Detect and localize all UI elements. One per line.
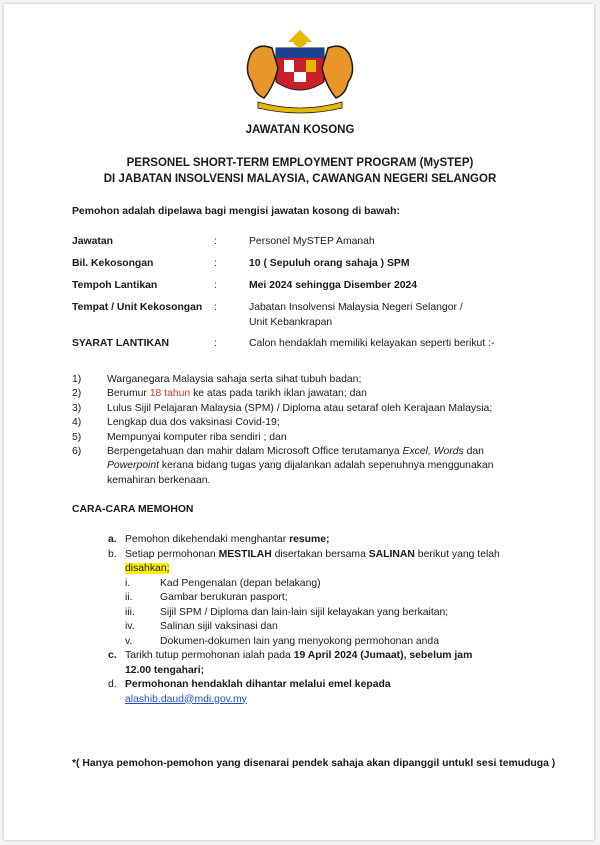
requirement-text [107,445,484,460]
detail-colon: : [214,280,217,291]
text-segment: Mempunyai komputer riba sendiri ; dan [107,431,287,443]
requirement-number: 5) [72,431,82,443]
document-item-number: iv. [125,621,135,632]
how-to-apply-heading: CARA-CARA MEMOHON [72,504,194,515]
title-line-2: DI JABATAN INSOLVENSI MALAYSIA, CAWANGAN NEGERI SELANGOR [103,173,497,185]
detail-label: Tempoh Lantikan [72,280,158,291]
document-item-number: i. [125,577,131,589]
text-segment: 18 tahun [149,388,191,400]
text-segment: Lulus Sijil Pelajaran Malaysia (SPM) / Diploma atau setaraf oleh Kerajaan Malaysia; [107,402,493,414]
text-segment: Excel, Words [402,446,464,457]
detail-colon: : [214,236,217,247]
text-segment: SALINAN [368,548,415,560]
text-segment: Permohonan hendaklah dihantar melalui emel kepada [125,679,391,690]
detail-value: Jabatan Insolvensi Malaysia Negeri Selangor / [249,302,463,313]
requirement-number: 3) [72,402,82,414]
detail-value: Unit Kebankrapan [249,316,333,328]
step-text [125,664,204,679]
text-segment: Warganegara Malaysia sahaja serta sihat tubuh badan; [107,374,362,385]
detail-value: Personel MySTEP Amanah [249,236,375,247]
text-segment: disertakan bersama [271,548,369,560]
text-segment: Tarikh tutup permohonan ialah pada [125,650,294,661]
text-segment: Berpengetahuan dan mahir dalam Microsoft Office terutamanya [107,446,403,457]
malaysia-coat-of-arms-logo [236,28,364,114]
document-item-text: Sijil SPM / Diploma dan lain-lain sijil kelayakan yang berkaitan; [160,606,449,618]
text-segment: ke atas pada tarikh iklan jawatan; dan [190,388,367,400]
step-letter: b. [108,548,117,560]
requirement-number: 2) [72,388,82,400]
text-segment: MESTILAH [218,548,272,560]
document-item-text: Dokumen-dokumen lain yang menyokong permohonan anda [160,635,439,647]
text-segment: disahkan; [125,563,170,574]
detail-colon: : [214,258,217,269]
text-segment: berikut yang telah [414,548,500,560]
text-segment: 19 April 2024 (Jumaat), sebelum jam [293,650,473,661]
step-letter: d. [108,679,117,690]
document-item-number: ii. [125,592,133,603]
text-segment: dan [463,446,484,457]
detail-label: SYARAT LANTIKAN [72,338,169,349]
text-segment: 12.00 tengahari; [125,664,205,676]
document-item-text: Salinan sijil vaksinasi dan [160,621,278,632]
step-text [125,649,472,664]
intro-text: Pemohon adalah dipelawa bagi mengisi jawatan kosong di bawah: [72,206,400,217]
step-text [125,548,500,563]
step-text [125,693,247,708]
detail-value: Mei 2024 sehingga Disember 2024 [249,280,418,291]
step-letter: a. [108,534,117,545]
step-text [125,533,330,548]
detail-label: Jawatan [72,236,114,247]
heading: JAWATAN KOSONG [245,124,355,136]
text-segment: Pemohon dikehendaki menghantar [125,534,290,545]
requirement-number: 1) [72,374,82,385]
email-link[interactable]: alashib.daud@mdi.gov.my [125,693,247,705]
footnote: *( Hanya pemohon-pemohon yang disenarai pendek sahaja akan dipanggil untukl sesi temuduga ) [72,758,556,769]
requirement-number: 6) [72,446,82,457]
detail-value: Calon hendaklah memiliki kelayakan seperti berikut :- [249,338,495,349]
document-item-number: v. [125,635,133,647]
document-item-text: Gambar berukuran pasport; [160,592,288,603]
document-item-number: iii. [125,606,135,618]
step-text [125,562,169,577]
text-segment: Powerpoint [107,460,159,472]
title-line-1: PERSONEL SHORT-TERM EMPLOYMENT PROGRAM (MySTEP) [126,157,474,169]
text-segment: Setiap permohonan [125,548,219,560]
requirement-text [107,373,361,388]
document-item-text: Kad Pengenalan (depan belakang) [160,577,321,589]
detail-colon: : [214,302,217,313]
detail-label: Bil. Kekosongan [72,258,154,269]
requirement-text [107,416,280,431]
detail-value: 10 ( Sepuluh orang sahaja ) SPM [249,258,410,269]
requirement-text [107,459,493,474]
requirement-text [107,474,210,489]
text-segment: Lengkap dua dos vaksinasi Covid-19; [107,417,280,429]
detail-colon: : [214,338,217,349]
requirement-text [107,387,367,402]
text-segment: kerana bidang tugas yang dijalankan adalah sepenuhnya menggunakan [158,460,494,472]
requirement-number: 4) [72,417,82,429]
step-text [125,678,391,693]
requirement-text [107,431,287,446]
text-segment: kemahiran berkenaan. [107,474,211,486]
text-segment: Berumur [107,388,150,400]
detail-label: Tempat / Unit Kekosongan [72,302,203,313]
requirement-text [107,402,492,417]
text-segment: resume; [289,534,330,545]
step-letter: c. [108,650,117,661]
